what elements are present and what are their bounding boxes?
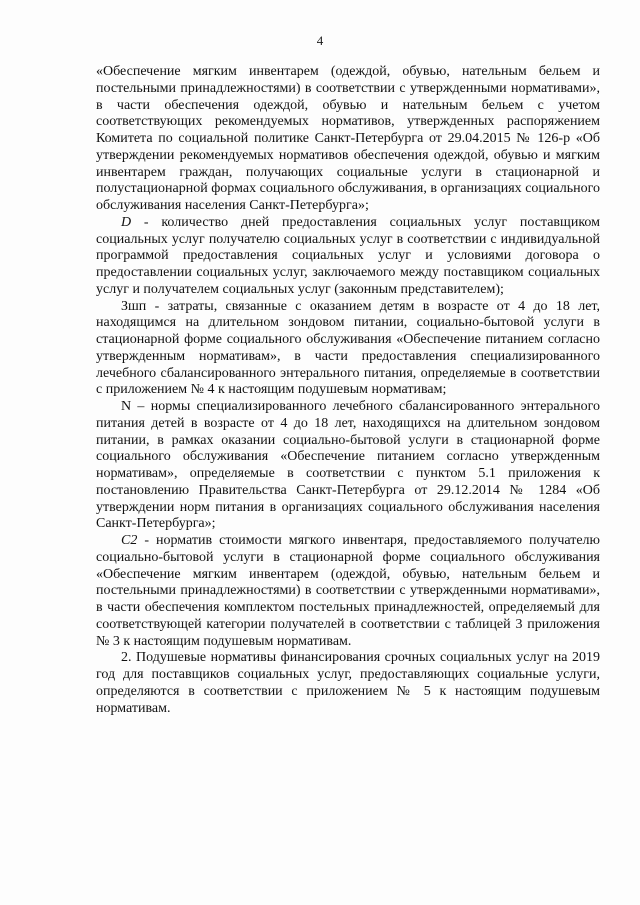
paragraph-n-definition bbox=[96, 399, 600, 533]
paragraph-d-text: - количество дней предоставления социальных услуг поставщиком социальных услуг получателю социальных услуг в соответствии с индивидуальной программой предоставления социальных услуг и условиями договора о предоставлении социальных услуг, заключаемого между поставщиком социальных услуг и получателем социальных услуг (законным представителем); bbox=[96, 214, 600, 297]
symbol-n: N bbox=[121, 399, 132, 414]
paragraph-c2-text: - норматив стоимости мягкого инвентаря, предоставляемого получателю социально-бытовой услуги в стационарной форме социального обслуживания «Обеспечение мягким инвентарем (одеждой, обувью, нательным бельем и постельными принадлежностями) в соответствии с утвержденными нормативами», в части обеспечения комплектом постельных принадлежностей, определяемый для соответствующей категории получателей в соответствии с таблицей 3 приложения № 3 к настоящим подушевым нормативам. bbox=[96, 533, 600, 649]
paragraph-d-definition bbox=[96, 215, 600, 299]
paragraph-n-text: – нормы специализированного лечебного сбалансированного энтерального питания детей в возрасте от 4 до 18 лет, находящихся на длительном зондовом питании, в рамках оказании социально-бытовой услуги в стационарной форме социального обслуживания «Обеспечение питанием согласно утвержденным нормативам», определяемые в соответствии с пунктом 5.1 приложения к постановлению Правительства Санкт-Петербурга от 29.12.2014 № 1284 «Об утверждении норм питания в организациях социального обслуживания населения Санкт-Петербурга»; bbox=[96, 399, 600, 532]
paragraph-soft-inventory-clause: «Обеспечение мягким инвентарем (одеждой, обувью, нательным бельем и постельными принадлежностями) в соответствии с утвержденными нормативами», в части обеспечения одеждой, обувью и нательным бельем с учетом соответствующих рекомендуемых нормативов, утвержденных распоряжением Комитета по социальной политике Санкт-Петербурга от 29.04.2015 № 126-р «Об утверждении рекомендуемых нормативов обеспечения одеждой, обувью и мягким инвентарем граждан, получающих социальные услуги в стационарной и полустационарной формах социального обслуживания, в организациях социального обслуживания населения Санкт-Петербурга»; bbox=[96, 64, 600, 213]
symbol-c2: С2 bbox=[121, 533, 138, 548]
symbol-zshp: Зшп bbox=[121, 298, 147, 314]
paragraph-c2-definition bbox=[96, 533, 600, 650]
page-number: 4 bbox=[316, 33, 324, 48]
paragraph-zshp-definition bbox=[96, 299, 600, 400]
document-body bbox=[96, 64, 600, 717]
symbol-d: D bbox=[121, 214, 132, 230]
paragraph-urgent-services: 2. Подушевые нормативы финансирования срочных социальных услуг на 2019 год для поставщиков социальных услуг, предоставляющих социальные услуги, определяются в соответствии с приложением № 5 к настоящим подушевым нормативам. bbox=[96, 650, 600, 716]
paragraph-zshp-text: - затраты, связанные с оказанием детям в возрасте от 4 до 18 лет, находящимся на длительном зондовом питании, социально-бытовой услуги в стационарной форме социального обслуживания «Обеспечение питанием согласно утвержденным нормативам», в части предоставления специализированного лечебного сбалансированного энтерального питания, определяемые в соответствии с приложением № 4 к настоящим подушевым нормативам; bbox=[96, 298, 600, 398]
